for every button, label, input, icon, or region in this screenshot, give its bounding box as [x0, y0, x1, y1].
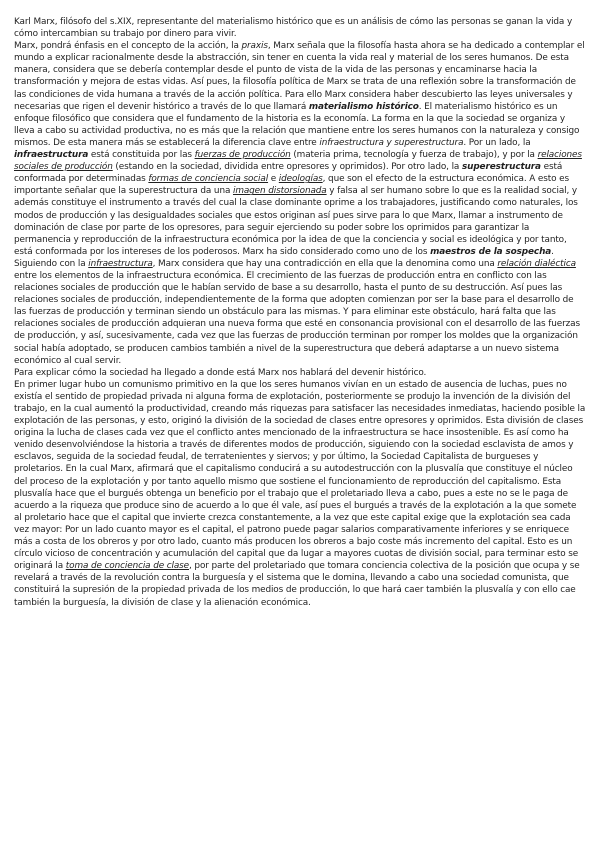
text-run: e: [268, 174, 279, 185]
underlined-term: ideologías: [278, 174, 323, 185]
underlined-term: infraestructura: [88, 258, 153, 269]
text-run: y falsa al ser humano sobre lo que es la realidad social, y además constituye el instrumento a través del cual la clase dominante oprime a los trabajadores, justificando como naturales, los modos de producción y las desigualdades sociales que estos originan así pues sirve para lo que Marx, llamar a instrumento de dominación de clase por parte de los opresores, para seguir ejerciendo su poder sobre los oprimidos para garantizar la permanencia y reproducción de la infraestructura económica por la idea de que la conciencia y social es ideológica y por tanto, está conformada por los intereses de los poderosos. Marx ha sido considerado como uno de los: [14, 186, 578, 257]
text-run: En primer lugar hubo un comunismo primitivo en la que los seres humanos vivían en un estado de ausencia de luchas, pues no existía el sentido de propiedad privada ni alguna forma de explotación, posteriormente se produjo la invención de la división del trabajo, en la cual aumentó la productividad, creando más riquezas para satisfacer las necesidades inmediatas, haciendo posible la explotación de las personas, y esto, originó la división de la sociedad de clases entre opresores y oprimidos. Esta división de clases origina la lucha de clases cada vez que el conflicto antes mencionado de la infraestructura se hace insostenible. Es así como ha venido desenvolviéndose la historia a través de diferentes modos de producción, siguiendo con la sociedad esclavista de amos y esclavos, seguida de la sociedad feudal, de terratenientes y siervos; y por último, la Sociedad Capitalista de burgueses y proletarios. En la cual Marx, afirmará que el capitalismo conducirá a su autodestrucción con la plusvalía que constituye el núcleo del proceso de la explotación y por tanto aquello mismo que sostiene el funcionamiento de reproducción del capitalismo. Esta plusvalía hace que el burgués obtenga un beneficio por el trabajo que el proletariado lleva a cabo, pues a este no se le paga de acuerdo a la riqueza que produce sino de acuerdo a lo que él vale, así pues el burgués a través de la explotación a la que somete al proletario hace que el capital que invierte crezca constantemente, a la vez que este capital exige que la explotación sea cada vez mayor: Por un lado cuanto mayor es el capital, el patrono puede pagar salarios comparativamente inferiores y se enriquece más a costa de los obreros y por otro lado, cuanto más producen los obreros a bajo coste más incremento del capital. Esto es un círculo vicioso de concentración y acumulación del capital que da lugar a mayores cuotas de división social, para terminar esto se originará la: [14, 379, 586, 572]
text-run: entre los elementos de la infraestructura económica. El crecimiento de las fuerzas de producción entra en conflicto con las relaciones sociales de producción que le habían servido de base a su desarrollo, hasta el punto de su destrucción. Así pues las relaciones sociales de producción, independientemente de la forma que adopten comienzan por ser la base para el desarrollo de las fuerzas de producción y terminan siendo un obstáculo para las mismas. Y para eliminar este obstáculo, hará falta que las relaciones sociales de producción adquieran una nueva forma que esté en consonancia provisional con el desarrollo de las fuerzas de producción, y así, sucesivamente, cada vez que las fuerzas de producción terminan por romper los moldes que la organización social había adoptado, se producen cambios también a nivel de la superestructura que deberá adaptarse a un nuevo sistema económico al cual servir.: [14, 270, 580, 366]
bold-term: infraestructura: [14, 150, 89, 161]
italic-term: praxis: [241, 41, 268, 52]
text-run: está conformada por determinadas: [14, 162, 563, 185]
text-run: está constituida por las: [88, 150, 195, 161]
bold-term: superestructura: [461, 162, 541, 173]
underlined-term: toma de conciencia de clase: [65, 561, 190, 572]
text-run: , que son el efecto de la estructura económica. A esto es importante señalar que la superestructura da una: [14, 174, 569, 197]
text-run: . Por un lado, la: [463, 137, 531, 148]
italic-term: infraestructura y superestructura: [319, 137, 464, 148]
bold-term: maestros de la sospecha: [430, 246, 552, 257]
underlined-term: relaciones sociales de producción: [14, 150, 582, 173]
text-run: , por parte del proletariado que tomara conciencia colectiva de la posición que ocupa y se revelará a través de la revolución contra la burguesía y el sistema que le domina, llevando a cabo una sociedad comunista, que constituirá la supresión de la propiedad privada de los medios de producción, lo que hará caer también la plusvalía y con ello cae también la burguesía, la división de clase y la alienación económica.: [14, 561, 580, 608]
underlined-term: fuerzas de producción: [194, 150, 291, 161]
underlined-term: relación dialéctica: [497, 258, 576, 269]
text-run: .: [551, 246, 554, 257]
text-run: Siguiendo con la: [14, 258, 89, 269]
text-run: (materia prima, tecnología y fuerza de trabajo), y por la: [290, 150, 538, 161]
paragraph-historia: [14, 379, 586, 609]
underlined-term: imagen distorsionada: [232, 186, 327, 197]
text-run: Marx, pondrá énfasis en el concepto de la acción, la: [14, 41, 242, 52]
paragraph-materialismo: [14, 40, 586, 258]
underlined-term: formas de conciencia social: [148, 174, 269, 185]
paragraph-infraestructura: [14, 258, 586, 367]
text-run: Para explicar cómo la sociedad ha llegado a donde está Marx nos hablará del devenir histórico.: [14, 367, 427, 378]
text-run: (estando en la sociedad, dividida entre opresores y oprimidos). Por otro lado, la: [112, 162, 462, 173]
text-run: , Marx considera que hay una contradicción en ella que la denomina como una: [152, 258, 498, 269]
text-run: Karl Marx, filósofo del s.XIX, representante del materialismo histórico que es un análisis de cómo las personas se ganan la vida y cómo intercambian su trabajo por dinero para vivir.: [14, 17, 573, 40]
text-run: , Marx señala que la filosofía hasta ahora se ha dedicado a contemplar el mundo a explicar racionalmente desde la abstracción, sin tener en cuenta la vida real y material de los seres humanos. De esta manera, considera que se debería contemplar desde el punto de vista de la vida de las personas y encaminarse hacia la transformación y mejora de estas vidas. Así pues, la filosofía política de Marx se trata de una reflexión sobre la transformación de las condiciones de vida humana a través de la acción política. Para ello Marx considera haber descubierto las leyes universales y necesarias que rigen el devenir histórico a través de lo que llamará: [14, 41, 585, 112]
paragraph-devenir: [14, 367, 586, 379]
text-run: . El materialismo histórico es un enfoque filosófico que considera que el fundamento de la historia es la economía. La forma en la que la sociedad se organiza y lleva a cabo su actividad productiva, no es más que la relación que mantiene entre los seres humanos con la naturaleza y consigo mismos. De esta manera más se establecerá la diferencia clave entre: [14, 101, 580, 148]
paragraph-intro: [14, 16, 586, 40]
bold-term: materialismo histórico: [308, 101, 419, 112]
